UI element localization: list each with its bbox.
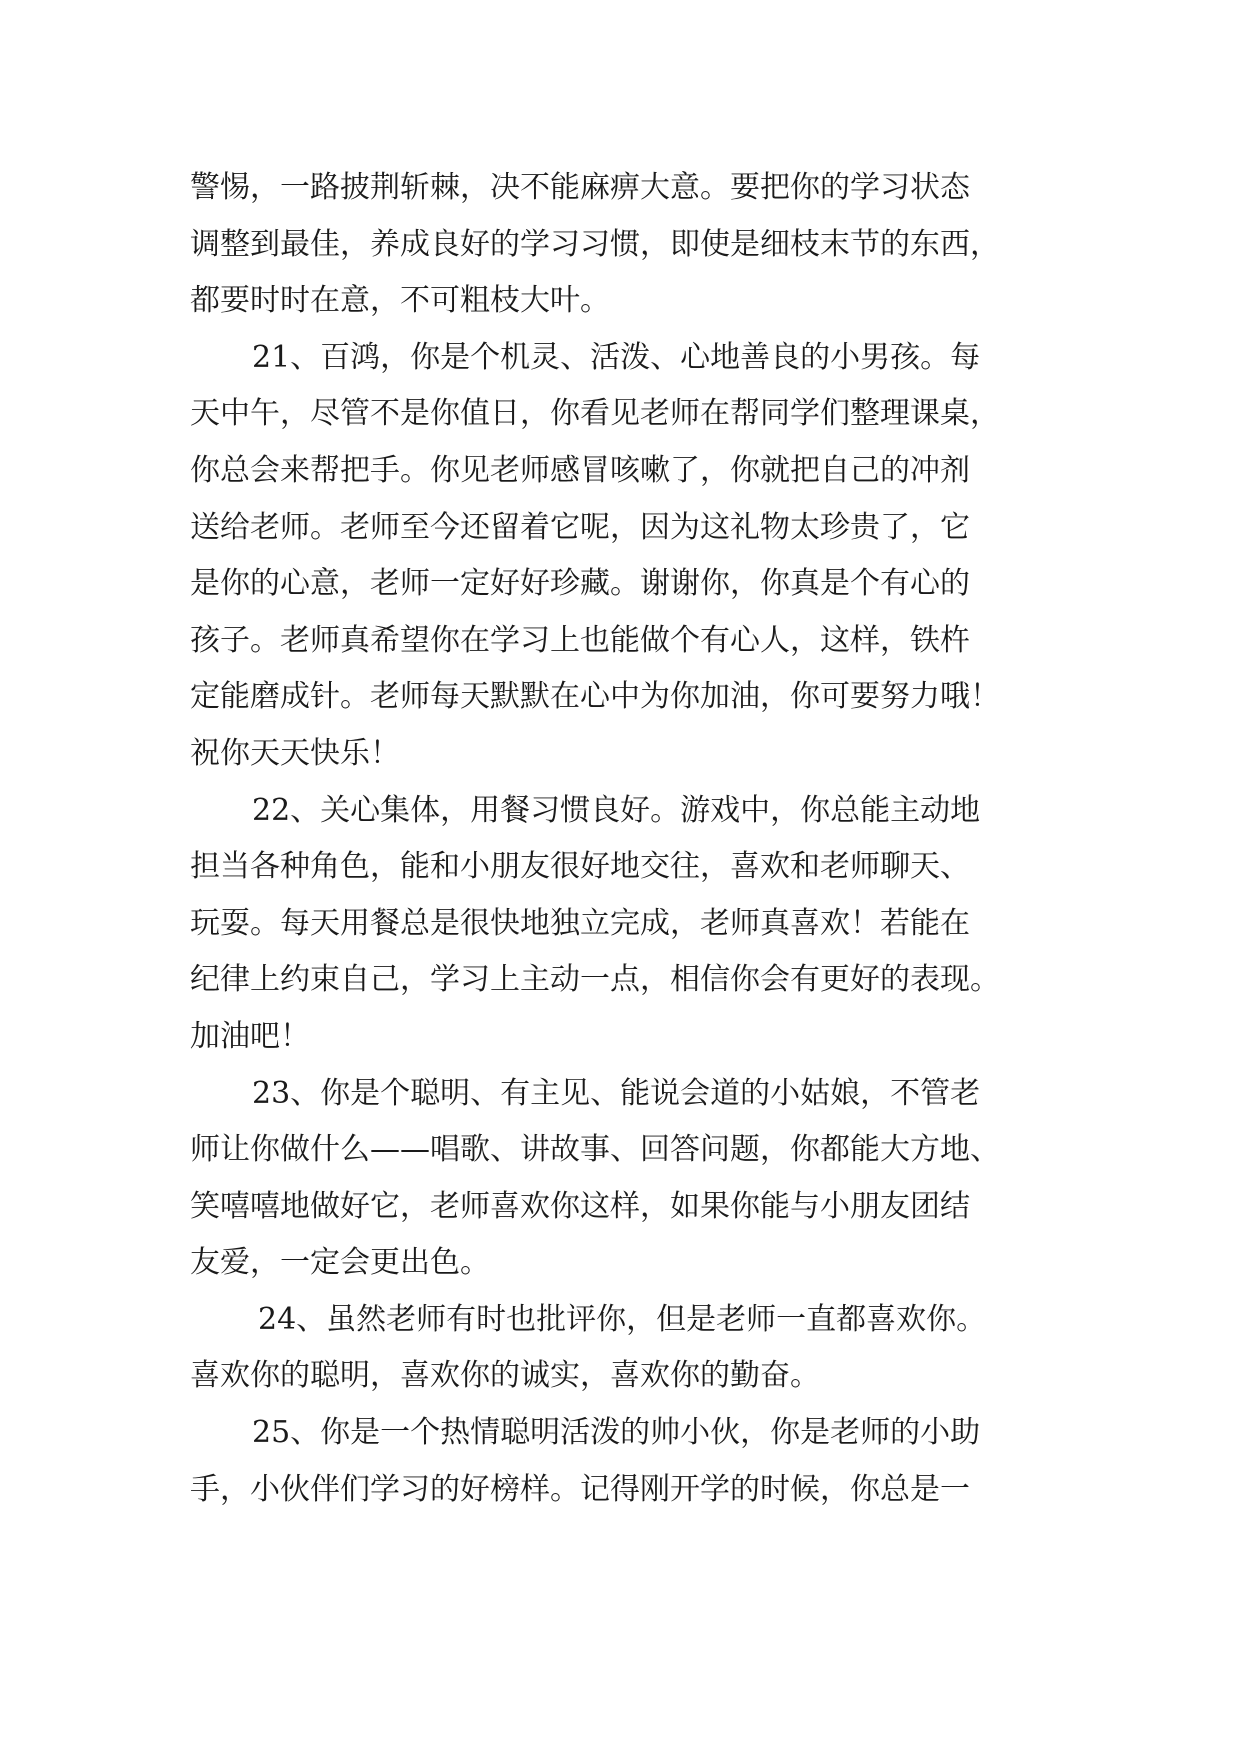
text-line: 天中午，尽管不是你值日，你看见老师在帮同学们整理课桌，	[190, 396, 1000, 432]
document-body	[190, 160, 1070, 1518]
paragraph-21-start: 21、百鸿，你是个机灵、活泼、心地善良的小男孩。每	[252, 339, 981, 375]
text-line: 都要时时在意，不可粗枝大叶。	[190, 283, 610, 319]
text-line: 纪律上约束自己，学习上主动一点，相信你会有更好的表现。	[190, 962, 1000, 998]
text-line: 加油吧！	[190, 1018, 310, 1054]
text-line: 送给老师。老师至今还留着它呢，因为这礼物太珍贵了，它	[190, 509, 970, 545]
text-line: 警惕，一路披荆斩棘，决不能麻痹大意。要把你的学习状态	[190, 170, 970, 205]
text-line: 定能磨成针。老师每天默默在心中为你加油，你可要努力哦！	[190, 679, 1000, 715]
paragraph-24-start: 24、虽然老师有时也批评你，但是老师一直都喜欢你。	[258, 1301, 987, 1337]
text-line: 调整到最佳，养成良好的学习习惯，即使是细枝末节的东西，	[190, 226, 1000, 262]
paragraph-25-start: 25、你是一个热情聪明活泼的帅小伙，你是老师的小助	[252, 1415, 981, 1451]
text-line: 你总会来帮把手。你见老师感冒咳嗽了，你就把自己的冲剂	[190, 452, 970, 488]
text-line: 祝你天天快乐！	[190, 735, 400, 771]
text-line: 友爱，一定会更出色。	[190, 1245, 490, 1281]
text-line: 喜欢你的聪明，喜欢你的诚实，喜欢你的勤奋。	[190, 1358, 820, 1394]
paragraph-23-start: 23、你是个聪明、有主见、能说会道的小姑娘，不管老	[252, 1075, 981, 1111]
paragraph-22-start: 22、关心集体，用餐习惯良好。游戏中，你总能主动地	[252, 792, 981, 828]
text-line: 玩耍。每天用餐总是很快地独立完成，老师真喜欢！若能在	[190, 905, 970, 941]
text-line: 是你的心意，老师一定好好珍藏。谢谢你，你真是个有心的	[190, 566, 970, 602]
text-line: 担当各种角色，能和小朋友很好地交往，喜欢和老师聊天、	[190, 849, 970, 885]
text-line: 笑嘻嘻地做好它，老师喜欢你这样，如果你能与小朋友团结	[190, 1188, 970, 1224]
text-line: 手，小伙伴们学习的好榜样。记得刚开学的时候，你总是一	[190, 1471, 970, 1507]
text-line: 师让你做什么——唱歌、讲故事、回答问题，你都能大方地、	[190, 1132, 1000, 1168]
text-line: 孩子。老师真希望你在学习上也能做个有心人，这样，铁杵	[190, 622, 970, 658]
